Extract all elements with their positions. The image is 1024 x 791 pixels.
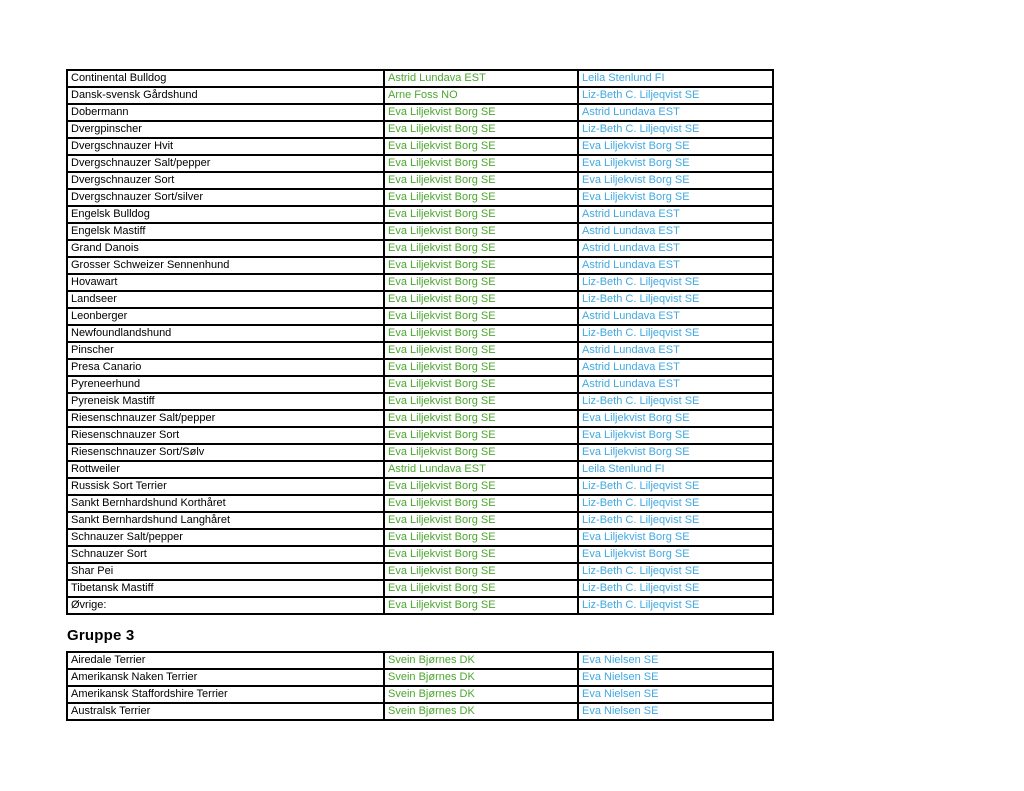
breed-cell: Shar Pei <box>67 563 384 580</box>
breed-cell: Dvergschnauzer Sort/silver <box>67 189 384 206</box>
table-row <box>67 376 773 393</box>
judge2-cell: Eva Liljekvist Borg SE <box>578 427 773 444</box>
judge2-cell: Eva Nielsen SE <box>578 703 773 720</box>
judge1-cell: Eva Liljekvist Borg SE <box>384 308 578 325</box>
table-row <box>67 546 773 563</box>
breed-cell: Riesenschnauzer Salt/pepper <box>67 410 384 427</box>
table-row <box>67 444 773 461</box>
judge2-cell: Eva Liljekvist Borg SE <box>578 138 773 155</box>
judge1-cell: Eva Liljekvist Borg SE <box>384 478 578 495</box>
table-row <box>67 291 773 308</box>
judge2-cell: Eva Liljekvist Borg SE <box>578 444 773 461</box>
breed-cell: Presa Canario <box>67 359 384 376</box>
judge1-cell: Eva Liljekvist Borg SE <box>384 444 578 461</box>
judge1-cell: Eva Liljekvist Borg SE <box>384 546 578 563</box>
breed-cell: Schnauzer Sort <box>67 546 384 563</box>
breed-cell: Grand Danois <box>67 240 384 257</box>
judge1-cell: Eva Liljekvist Borg SE <box>384 325 578 342</box>
breed-cell: Riesenschnauzer Sort/Sølv <box>67 444 384 461</box>
judge1-cell: Eva Liljekvist Borg SE <box>384 274 578 291</box>
judge1-cell: Eva Liljekvist Borg SE <box>384 563 578 580</box>
judge1-cell: Eva Liljekvist Borg SE <box>384 189 578 206</box>
table-row <box>67 70 773 87</box>
judge1-cell: Eva Liljekvist Borg SE <box>384 529 578 546</box>
judge2-cell: Astrid Lundava EST <box>578 104 773 121</box>
breed-cell: Pyreneerhund <box>67 376 384 393</box>
breed-cell: Amerikansk Naken Terrier <box>67 669 384 686</box>
table-row <box>67 652 773 669</box>
table-row <box>67 206 773 223</box>
table-row <box>67 308 773 325</box>
table-row <box>67 359 773 376</box>
judge2-cell: Astrid Lundava EST <box>578 206 773 223</box>
table-row <box>67 686 773 703</box>
breed-cell: Riesenschnauzer Sort <box>67 427 384 444</box>
breed-cell: Pinscher <box>67 342 384 359</box>
judge1-cell: Eva Liljekvist Borg SE <box>384 393 578 410</box>
breed-cell: Amerikansk Staffordshire Terrier <box>67 686 384 703</box>
judge1-cell: Arne Foss NO <box>384 87 578 104</box>
table-row <box>67 580 773 597</box>
group2-judges-table <box>66 69 774 615</box>
judge2-cell: Eva Liljekvist Borg SE <box>578 172 773 189</box>
judge2-cell: Liz-Beth C. Liljeqvist SE <box>578 563 773 580</box>
table-row <box>67 563 773 580</box>
breed-cell: Øvrige: <box>67 597 384 614</box>
breed-cell: Dobermann <box>67 104 384 121</box>
judge1-cell: Astrid Lundava EST <box>384 70 578 87</box>
judge2-cell: Eva Nielsen SE <box>578 652 773 669</box>
table-row <box>67 223 773 240</box>
judge2-cell: Liz-Beth C. Liljeqvist SE <box>578 495 773 512</box>
breed-cell: Continental Bulldog <box>67 70 384 87</box>
judge1-cell: Eva Liljekvist Borg SE <box>384 240 578 257</box>
judge1-cell: Eva Liljekvist Borg SE <box>384 206 578 223</box>
judge2-cell: Eva Liljekvist Borg SE <box>578 546 773 563</box>
judge2-cell: Eva Liljekvist Borg SE <box>578 529 773 546</box>
judge1-cell: Eva Liljekvist Borg SE <box>384 291 578 308</box>
judge1-cell: Eva Liljekvist Borg SE <box>384 495 578 512</box>
judge2-cell: Liz-Beth C. Liljeqvist SE <box>578 393 773 410</box>
breed-cell: Schnauzer Salt/pepper <box>67 529 384 546</box>
table-row <box>67 257 773 274</box>
table-row <box>67 155 773 172</box>
table-row <box>67 189 773 206</box>
judge2-cell: Liz-Beth C. Liljeqvist SE <box>578 580 773 597</box>
breed-cell: Leonberger <box>67 308 384 325</box>
breed-cell: Pyreneisk Mastiff <box>67 393 384 410</box>
judge2-cell: Eva Nielsen SE <box>578 686 773 703</box>
group3-heading: Gruppe 3 <box>67 627 135 644</box>
group3-judges-table <box>66 651 774 721</box>
judge2-cell: Liz-Beth C. Liljeqvist SE <box>578 512 773 529</box>
breed-cell: Russisk Sort Terrier <box>67 478 384 495</box>
judge2-cell: Eva Liljekvist Borg SE <box>578 155 773 172</box>
judge2-cell: Eva Nielsen SE <box>578 669 773 686</box>
judge1-cell: Eva Liljekvist Borg SE <box>384 138 578 155</box>
judge2-cell: Leila Stenlund FI <box>578 461 773 478</box>
breed-cell: Tibetansk Mastiff <box>67 580 384 597</box>
judge1-cell: Astrid Lundava EST <box>384 461 578 478</box>
judge2-cell: Astrid Lundava EST <box>578 240 773 257</box>
judge2-cell: Eva Liljekvist Borg SE <box>578 189 773 206</box>
judge1-cell: Eva Liljekvist Borg SE <box>384 359 578 376</box>
table-row <box>67 410 773 427</box>
breed-cell: Dvergschnauzer Salt/pepper <box>67 155 384 172</box>
judge1-cell: Eva Liljekvist Borg SE <box>384 121 578 138</box>
judge2-cell: Astrid Lundava EST <box>578 376 773 393</box>
judge2-cell: Liz-Beth C. Liljeqvist SE <box>578 121 773 138</box>
breed-cell: Sankt Bernhardshund Korthåret <box>67 495 384 512</box>
judge1-cell: Eva Liljekvist Borg SE <box>384 376 578 393</box>
table-row <box>67 121 773 138</box>
breed-cell: Engelsk Mastiff <box>67 223 384 240</box>
table-row <box>67 87 773 104</box>
breed-cell: Grosser Schweizer Sennenhund <box>67 257 384 274</box>
judge1-cell: Eva Liljekvist Borg SE <box>384 155 578 172</box>
table-row <box>67 138 773 155</box>
table-row <box>67 240 773 257</box>
judge2-cell: Liz-Beth C. Liljeqvist SE <box>578 87 773 104</box>
table-row <box>67 104 773 121</box>
judge1-cell: Eva Liljekvist Borg SE <box>384 104 578 121</box>
breed-cell: Dvergpinscher <box>67 121 384 138</box>
judge1-cell: Eva Liljekvist Borg SE <box>384 172 578 189</box>
breed-cell: Airedale Terrier <box>67 652 384 669</box>
breed-cell: Hovawart <box>67 274 384 291</box>
breed-cell: Dansk-svensk Gårdshund <box>67 87 384 104</box>
breed-cell: Sankt Bernhardshund Langhåret <box>67 512 384 529</box>
judge1-cell: Svein Bjørnes DK <box>384 669 578 686</box>
judge2-cell: Astrid Lundava EST <box>578 223 773 240</box>
judge1-cell: Eva Liljekvist Borg SE <box>384 597 578 614</box>
table-row <box>67 703 773 720</box>
judge2-cell: Astrid Lundava EST <box>578 359 773 376</box>
table-row <box>67 478 773 495</box>
judge2-cell: Astrid Lundava EST <box>578 308 773 325</box>
judge2-cell: Eva Liljekvist Borg SE <box>578 410 773 427</box>
table-row <box>67 597 773 614</box>
table-row <box>67 495 773 512</box>
judge2-cell: Liz-Beth C. Liljeqvist SE <box>578 597 773 614</box>
breed-cell: Dvergschnauzer Sort <box>67 172 384 189</box>
breed-cell: Rottweiler <box>67 461 384 478</box>
judge2-cell: Astrid Lundava EST <box>578 257 773 274</box>
judge2-cell: Liz-Beth C. Liljeqvist SE <box>578 274 773 291</box>
judge1-cell: Eva Liljekvist Borg SE <box>384 427 578 444</box>
breed-cell: Engelsk Bulldog <box>67 206 384 223</box>
table-row <box>67 274 773 291</box>
judge2-cell: Liz-Beth C. Liljeqvist SE <box>578 478 773 495</box>
judge2-cell: Leila Stenlund FI <box>578 70 773 87</box>
table-row <box>67 461 773 478</box>
table-row <box>67 669 773 686</box>
judge1-cell: Svein Bjørnes DK <box>384 652 578 669</box>
table-row <box>67 325 773 342</box>
judge2-cell: Liz-Beth C. Liljeqvist SE <box>578 291 773 308</box>
breed-cell: Dvergschnauzer Hvit <box>67 138 384 155</box>
judge1-cell: Eva Liljekvist Borg SE <box>384 512 578 529</box>
table-row <box>67 427 773 444</box>
judge1-cell: Eva Liljekvist Borg SE <box>384 223 578 240</box>
table-row <box>67 512 773 529</box>
judge2-cell: Liz-Beth C. Liljeqvist SE <box>578 325 773 342</box>
table-row <box>67 172 773 189</box>
table-row <box>67 393 773 410</box>
judge2-cell: Astrid Lundava EST <box>578 342 773 359</box>
breed-cell: Landseer <box>67 291 384 308</box>
breed-cell: Newfoundlandshund <box>67 325 384 342</box>
table-row <box>67 529 773 546</box>
breed-cell: Australsk Terrier <box>67 703 384 720</box>
judge1-cell: Eva Liljekvist Borg SE <box>384 410 578 427</box>
table-row <box>67 342 773 359</box>
judge1-cell: Eva Liljekvist Borg SE <box>384 580 578 597</box>
judge1-cell: Svein Bjørnes DK <box>384 703 578 720</box>
judge1-cell: Eva Liljekvist Borg SE <box>384 257 578 274</box>
judge1-cell: Eva Liljekvist Borg SE <box>384 342 578 359</box>
judge1-cell: Svein Bjørnes DK <box>384 686 578 703</box>
